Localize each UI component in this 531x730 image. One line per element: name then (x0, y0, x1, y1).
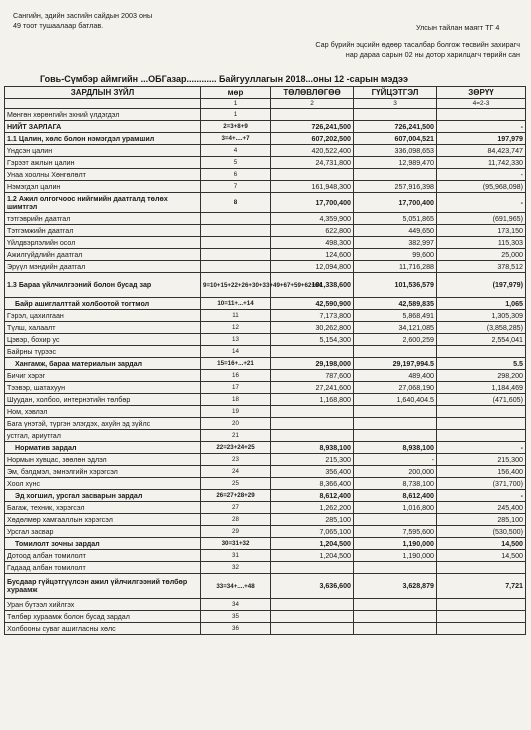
row-diff-cell: - (437, 193, 526, 213)
row-name-cell: Томилолт зочны зардал (5, 538, 201, 550)
row-name-cell: Холбооны суваг ашигласны хөлс (5, 623, 201, 635)
row-code-cell: 8 (201, 193, 271, 213)
expense-table (4, 86, 526, 635)
row-plan-cell (271, 611, 354, 623)
row-name-cell: Багаж, техник, хэрэгсэл (5, 502, 201, 514)
row-actual-cell: 1,640,404.5 (354, 394, 437, 406)
row-diff-cell: - (437, 121, 526, 133)
row-plan-cell (271, 623, 354, 635)
table-row (5, 454, 526, 466)
row-code-cell (201, 261, 271, 273)
row-diff-cell: (530,500) (437, 526, 526, 538)
row-code-cell: 3=4+....+7 (201, 133, 271, 145)
row-name-cell: Урсгал засвар (5, 526, 201, 538)
row-name-cell: Гэрээт ажлын цалин (5, 157, 201, 169)
row-diff-cell: 2,554,041 (437, 334, 526, 346)
table-row (5, 611, 526, 623)
row-actual-cell: 7,595,600 (354, 526, 437, 538)
row-name-cell: Мөнгөн хөрөнгийн эхний үлдэгдэл (5, 109, 201, 121)
row-plan-cell: 101,338,600 (271, 273, 354, 298)
row-code-cell: 27 (201, 502, 271, 514)
row-actual-cell: 8,612,400 (354, 490, 437, 502)
row-diff-cell (437, 430, 526, 442)
row-diff-cell: (371,700) (437, 478, 526, 490)
row-plan-cell (271, 346, 354, 358)
table-row (5, 370, 526, 382)
row-code-cell: 18 (201, 394, 271, 406)
row-code-cell: 9=10+15+22+26+30+33+49+67+59+62+64 (201, 273, 271, 298)
table-row (5, 430, 526, 442)
row-actual-cell: 336,098,653 (354, 145, 437, 157)
header-actual: ГҮЙЦЭТГЭЛ (354, 87, 437, 99)
row-diff-cell: 298,200 (437, 370, 526, 382)
row-plan-cell: 1,168,800 (271, 394, 354, 406)
row-actual-cell: 34,121,085 (354, 322, 437, 334)
row-code-cell: 11 (201, 310, 271, 322)
subheader-name (5, 99, 201, 109)
row-diff-cell (437, 109, 526, 121)
row-diff-cell: (471,605) (437, 394, 526, 406)
row-plan-cell: 7,065,100 (271, 526, 354, 538)
row-actual-cell: 12,989,470 (354, 157, 437, 169)
row-plan-cell (271, 599, 354, 611)
row-code-cell: 10=11+...+14 (201, 298, 271, 310)
table-row (5, 298, 526, 310)
row-name-cell: Шуудан, холбоо, интернэтийн төлбөр (5, 394, 201, 406)
row-plan-cell: 27,241,600 (271, 382, 354, 394)
table-row (5, 490, 526, 502)
row-name-cell: Тээвэр, шатахуун (5, 382, 201, 394)
row-name-cell: Тэтгэмжийн даатгал (5, 225, 201, 237)
table-row (5, 322, 526, 334)
approval-note (13, 11, 152, 31)
row-plan-cell: 787,600 (271, 370, 354, 382)
row-diff-cell: 156,400 (437, 466, 526, 478)
row-name-cell: Норматив зардал (5, 442, 201, 454)
row-actual-cell (354, 109, 437, 121)
table-row (5, 514, 526, 526)
table-row (5, 133, 526, 145)
row-plan-cell: 726,241,500 (271, 121, 354, 133)
row-diff-cell: 1,065 (437, 298, 526, 310)
row-diff-cell (437, 623, 526, 635)
row-plan-cell: 161,948,300 (271, 181, 354, 193)
row-code-cell: 4 (201, 145, 271, 157)
table-row (5, 623, 526, 635)
row-diff-cell: 25,000 (437, 249, 526, 261)
submission-line-2: нар дараа сарын 02 ны дотор харилцагч төрийн сан (345, 50, 520, 59)
row-diff-cell: (197,979) (437, 273, 526, 298)
row-actual-cell (354, 562, 437, 574)
row-code-cell: 22=23+24+25 (201, 442, 271, 454)
table-row (5, 249, 526, 261)
row-diff-cell: 1,305,309 (437, 310, 526, 322)
row-code-cell: 31 (201, 550, 271, 562)
row-name-cell: Унаа хоолны Хөнгөлөлт (5, 169, 201, 181)
row-code-cell: 33=34+....+48 (201, 574, 271, 599)
row-name-cell: 1.3 Бараа үйлчилгээний болон бусад зар (5, 273, 201, 298)
row-diff-cell: 197,979 (437, 133, 526, 145)
row-diff-cell (437, 562, 526, 574)
row-plan-cell: 7,173,800 (271, 310, 354, 322)
submission-note (220, 40, 520, 60)
row-plan-cell: 5,154,300 (271, 334, 354, 346)
row-plan-cell: 607,202,500 (271, 133, 354, 145)
row-diff-cell: 11,742,330 (437, 157, 526, 169)
row-code-cell: 6 (201, 169, 271, 181)
row-actual-cell: 8,938,100 (354, 442, 437, 454)
row-code-cell: 21 (201, 430, 271, 442)
row-plan-cell: 1,262,200 (271, 502, 354, 514)
row-actual-cell: 101,536,579 (354, 273, 437, 298)
table-row (5, 193, 526, 213)
row-code-cell: 24 (201, 466, 271, 478)
table-row (5, 394, 526, 406)
row-name-cell: тэтгэврийн даатгал (5, 213, 201, 225)
row-actual-cell: 29,197,994.5 (354, 358, 437, 370)
row-code-cell: 29 (201, 526, 271, 538)
row-actual-cell: 99,600 (354, 249, 437, 261)
row-actual-cell: 257,916,398 (354, 181, 437, 193)
row-actual-cell: 382,997 (354, 237, 437, 249)
row-actual-cell (354, 623, 437, 635)
row-name-cell: Эм, бэлдмэл, эмнэлгийн хэрэгсэл (5, 466, 201, 478)
row-name-cell: Гэрэл, цахилгаан (5, 310, 201, 322)
row-code-cell: 1 (201, 109, 271, 121)
row-actual-cell: 489,400 (354, 370, 437, 382)
row-code-cell: 17 (201, 382, 271, 394)
row-actual-cell (354, 418, 437, 430)
table-row (5, 574, 526, 599)
table-row (5, 213, 526, 225)
row-diff-cell: 173,150 (437, 225, 526, 237)
row-name-cell: устгал, ариутгал (5, 430, 201, 442)
row-diff-cell (437, 611, 526, 623)
row-plan-cell: 42,590,900 (271, 298, 354, 310)
table-row (5, 478, 526, 490)
row-plan-cell: 8,938,100 (271, 442, 354, 454)
row-name-cell: 1.2 Ажил олгогчоос нийгмийн даатгалд төлөх шимтгэл (5, 193, 201, 213)
row-name-cell: Хөдөлмөр хамгааллын хэрэгсэл (5, 514, 201, 526)
row-diff-cell: 285,100 (437, 514, 526, 526)
row-diff-cell: - (437, 169, 526, 181)
header-name: ЗАРДЛЫН ЗҮЙЛ (5, 87, 201, 99)
subheader-row (5, 99, 526, 109)
row-code-cell (201, 225, 271, 237)
row-plan-cell: 124,600 (271, 249, 354, 261)
row-plan-cell: 8,366,400 (271, 478, 354, 490)
table-row (5, 145, 526, 157)
table-row (5, 466, 526, 478)
row-actual-cell: 200,000 (354, 466, 437, 478)
row-code-cell: 19 (201, 406, 271, 418)
row-diff-cell: 14,500 (437, 550, 526, 562)
row-plan-cell (271, 109, 354, 121)
table-row (5, 334, 526, 346)
table-row (5, 562, 526, 574)
table-row (5, 181, 526, 193)
row-plan-cell: 622,800 (271, 225, 354, 237)
row-name-cell: Бага үнэтэй, түргэн элэгдэх, ахуйн эд зүйлс (5, 418, 201, 430)
row-name-cell: Нормын хувцас, зөөлөн эдлэл (5, 454, 201, 466)
row-plan-cell: 4,359,900 (271, 213, 354, 225)
row-code-cell (201, 213, 271, 225)
row-actual-cell: 2,600,259 (354, 334, 437, 346)
row-plan-cell: 1,204,500 (271, 550, 354, 562)
table-row (5, 157, 526, 169)
table-row (5, 225, 526, 237)
row-actual-cell: 8,738,100 (354, 478, 437, 490)
row-plan-cell (271, 169, 354, 181)
row-code-cell: 20 (201, 418, 271, 430)
row-actual-cell (354, 430, 437, 442)
table-row (5, 538, 526, 550)
row-diff-cell: - (437, 442, 526, 454)
row-actual-cell: 27,068,190 (354, 382, 437, 394)
row-code-cell: 26=27+28+29 (201, 490, 271, 502)
row-diff-cell: (691,965) (437, 213, 526, 225)
row-name-cell: Ажилгүйдлийн даатгал (5, 249, 201, 261)
row-name-cell: Бусдаар гүйцэтгүүлсэн ажил үйлчилгээний төлбөр хураамж (5, 574, 201, 599)
row-diff-cell: 245,400 (437, 502, 526, 514)
row-diff-cell: 1,184,469 (437, 382, 526, 394)
row-name-cell: Бичиг хэрэг (5, 370, 201, 382)
row-actual-cell (354, 169, 437, 181)
row-code-cell: 23 (201, 454, 271, 466)
row-plan-cell (271, 562, 354, 574)
row-actual-cell: 5,868,491 (354, 310, 437, 322)
row-name-cell: Ном, хэвлэл (5, 406, 201, 418)
row-code-cell: 32 (201, 562, 271, 574)
row-name-cell: Уран бүтээл хийлгэх (5, 599, 201, 611)
table-row (5, 121, 526, 133)
row-plan-cell: 12,094,800 (271, 261, 354, 273)
row-plan-cell: 356,400 (271, 466, 354, 478)
row-code-cell: 25 (201, 478, 271, 490)
row-name-cell: Үйлдвэрлэлийн осол (5, 237, 201, 249)
row-name-cell: Хоол хүнс (5, 478, 201, 490)
row-diff-cell: 378,512 (437, 261, 526, 273)
table-row (5, 273, 526, 298)
row-plan-cell: 285,100 (271, 514, 354, 526)
row-actual-cell (354, 406, 437, 418)
row-diff-cell: 14,500 (437, 538, 526, 550)
row-plan-cell: 8,612,400 (271, 490, 354, 502)
subheader-actual: 3 (354, 99, 437, 109)
row-plan-cell: 3,636,600 (271, 574, 354, 599)
row-diff-cell: 7,721 (437, 574, 526, 599)
row-actual-cell (354, 514, 437, 526)
row-diff-cell: - (437, 490, 526, 502)
row-actual-cell: 17,700,400 (354, 193, 437, 213)
row-diff-cell: 5.5 (437, 358, 526, 370)
row-name-cell: Түлш, халаалт (5, 322, 201, 334)
row-code-cell: 16 (201, 370, 271, 382)
table-row (5, 237, 526, 249)
table-row (5, 382, 526, 394)
row-code-cell (201, 249, 271, 261)
row-diff-cell: 115,303 (437, 237, 526, 249)
table-row (5, 406, 526, 418)
row-name-cell: Хангамж, бараа материалын зардал (5, 358, 201, 370)
row-actual-cell: - (354, 454, 437, 466)
row-diff-cell (437, 418, 526, 430)
row-actual-cell (354, 599, 437, 611)
row-plan-cell (271, 430, 354, 442)
row-diff-cell: 215,300 (437, 454, 526, 466)
row-code-cell: 2=3+8+9 (201, 121, 271, 133)
row-diff-cell (437, 599, 526, 611)
table-row (5, 169, 526, 181)
row-name-cell: Дотоод албан томилолт (5, 550, 201, 562)
table-row (5, 502, 526, 514)
row-plan-cell: 1,204,500 (271, 538, 354, 550)
header-diff: ЗӨРҮҮ (437, 87, 526, 99)
table-row (5, 442, 526, 454)
report-title: Говь-Сүмбэр аймгийн ...ОБГазар............ Байгууллагын 2018...оны 12 -сарын мэдээ (40, 74, 408, 84)
header-plan: ТӨЛӨВЛӨГӨӨ (271, 87, 354, 99)
row-name-cell: 1.1 Цалин, хөлс болон нэмэгдэл урамшил (5, 133, 201, 145)
subheader-diff: 4=2-3 (437, 99, 526, 109)
row-plan-cell: 30,262,800 (271, 322, 354, 334)
approval-line-2: 49 тоот тушаалаар батлав. (13, 21, 104, 30)
row-actual-cell: 11,716,288 (354, 261, 437, 273)
row-plan-cell (271, 418, 354, 430)
form-code: Улсын тайлан маягт ТГ 4 (416, 23, 500, 32)
row-code-cell: 13 (201, 334, 271, 346)
row-code-cell: 34 (201, 599, 271, 611)
row-actual-cell (354, 611, 437, 623)
row-diff-cell: 84,423,747 (437, 145, 526, 157)
row-code-cell: 14 (201, 346, 271, 358)
table-row (5, 261, 526, 273)
row-name-cell: Байр ашиглалттай холбоотой тогтмол (5, 298, 201, 310)
row-actual-cell: 3,628,879 (354, 574, 437, 599)
table-row (5, 109, 526, 121)
row-diff-cell (437, 406, 526, 418)
table-row (5, 526, 526, 538)
row-diff-cell: (3,858,285) (437, 322, 526, 334)
subheader-code: 1 (201, 99, 271, 109)
row-name-cell: Цэвэр, бохир ус (5, 334, 201, 346)
row-plan-cell: 24,731,800 (271, 157, 354, 169)
row-code-cell: 36 (201, 623, 271, 635)
row-code-cell (201, 237, 271, 249)
row-actual-cell: 1,190,000 (354, 550, 437, 562)
row-actual-cell: 42,589,835 (354, 298, 437, 310)
approval-line-1: Сангийн, эдийн засгийн сайдын 2003 оны (13, 11, 153, 20)
row-name-cell: Төлбөр хураамж болон бусад зардал (5, 611, 201, 623)
row-code-cell: 15=16+...+21 (201, 358, 271, 370)
row-actual-cell: 5,051,865 (354, 213, 437, 225)
submission-line-1: Сар бүрийн эцсийн өдөөр тасалбар болгож төсвийн захирагч (315, 40, 520, 49)
row-code-cell: 30=31+32 (201, 538, 271, 550)
row-code-cell: 28 (201, 514, 271, 526)
row-code-cell: 35 (201, 611, 271, 623)
row-actual-cell: 607,004,521 (354, 133, 437, 145)
table-row (5, 346, 526, 358)
row-name-cell: Үндсэн цалин (5, 145, 201, 157)
row-name-cell: НИЙТ ЗАРЛАГА (5, 121, 201, 133)
table-body (5, 109, 526, 635)
row-code-cell: 5 (201, 157, 271, 169)
table-row (5, 358, 526, 370)
table-row (5, 310, 526, 322)
row-code-cell: 12 (201, 322, 271, 334)
row-name-cell: Эрүүл мэндийн даатгал (5, 261, 201, 273)
table-row (5, 418, 526, 430)
row-name-cell: Эд хогшил, урсгал засварын зардал (5, 490, 201, 502)
subheader-plan: 2 (271, 99, 354, 109)
table-row (5, 550, 526, 562)
header-row (5, 87, 526, 99)
row-actual-cell: 449,650 (354, 225, 437, 237)
row-plan-cell (271, 406, 354, 418)
row-name-cell: Нэмэгдэл цалин (5, 181, 201, 193)
row-plan-cell: 215,300 (271, 454, 354, 466)
row-actual-cell: 1,016,800 (354, 502, 437, 514)
row-actual-cell: 1,190,000 (354, 538, 437, 550)
row-code-cell: 7 (201, 181, 271, 193)
row-plan-cell: 498,300 (271, 237, 354, 249)
row-plan-cell: 420,522,400 (271, 145, 354, 157)
row-diff-cell: (95,968,098) (437, 181, 526, 193)
row-plan-cell: 17,700,400 (271, 193, 354, 213)
header-code: мөр (201, 87, 271, 99)
row-name-cell: Байрны түрээс (5, 346, 201, 358)
table-row (5, 599, 526, 611)
row-name-cell: Гадаад албан томилолт (5, 562, 201, 574)
row-actual-cell: 726,241,500 (354, 121, 437, 133)
row-actual-cell (354, 346, 437, 358)
row-diff-cell (437, 346, 526, 358)
row-plan-cell: 29,198,000 (271, 358, 354, 370)
